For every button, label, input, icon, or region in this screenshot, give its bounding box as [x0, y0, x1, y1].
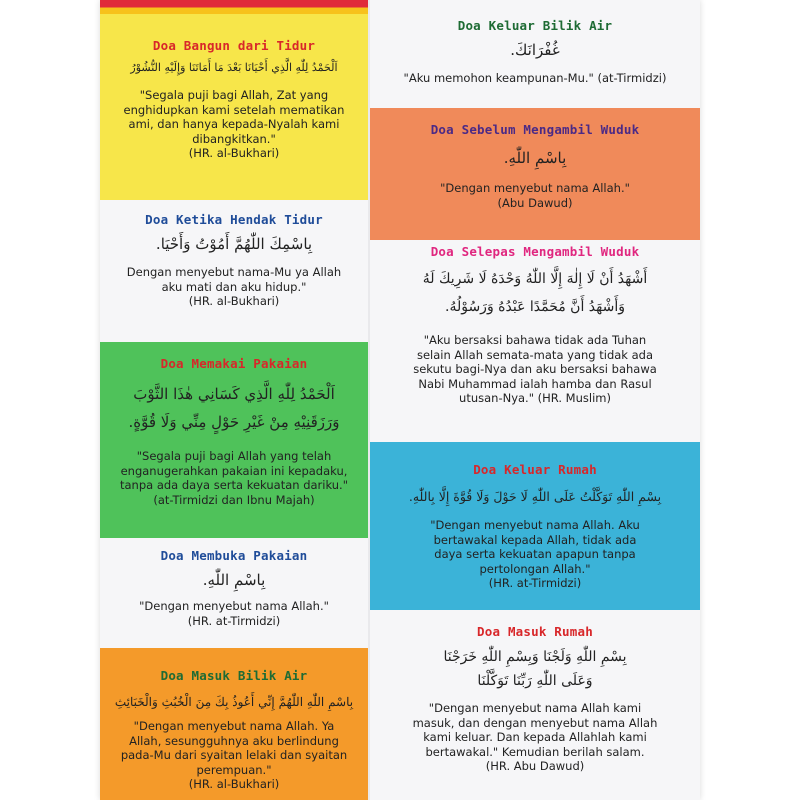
- arabic-text: أَشْهَدُ أَنْ لَا إِلٰهَ إِلَّا اللّٰهُ وَحْدَهُ لَا شَرِيكَ لَهُ: [422, 271, 648, 287]
- arabic-text: بِسْمِ اللّٰهِ وَلَجْنَا وَبِسْمِ اللّٰهِ خَرَجْنَا: [443, 649, 627, 665]
- arabic-text: بِسْمِ اللّٰهِ تَوَكَّلْتُ عَلَى اللّٰهِ لَا حَوْلَ وَلَا قُوَّةَ إِلَّا بِاللّٰهِ.: [408, 489, 662, 504]
- right-column: [370, 0, 700, 800]
- translation-line: bertawakal." Kemudian berilah salam.: [425, 744, 645, 759]
- translation-line: perempuan.": [196, 762, 272, 777]
- translation-line: enganugerahkan pakaian ini kepadaku,: [120, 463, 348, 478]
- translation-line: "Dengan menyebut nama Allah. Aku: [430, 518, 640, 532]
- hadith-reference: (Abu Dawud): [497, 195, 573, 210]
- book-page: [100, 0, 700, 800]
- hadith-reference: (HR. al-Bukhari): [188, 777, 280, 791]
- panel-title: Doa Masuk Bilik Air: [160, 668, 308, 683]
- doa-panel-masuk-rumah: [370, 610, 700, 800]
- translation-line: ami, dan hanya kepada-Nyalah kami: [128, 117, 340, 131]
- translation-line: "Dengan menyebut nama Allah. Ya: [133, 719, 335, 733]
- translation-line: "Segala puji bagi Allah yang telah: [136, 449, 332, 463]
- doa-panel-keluar-bilik-air: [370, 0, 700, 108]
- panel-title: Doa Ketika Hendak Tidur: [145, 212, 323, 227]
- arabic-text: وَأَشْهَدُ أَنَّ مُحَمَّدًا عَبْدُهُ وَرَسُوْلُهُ.: [445, 299, 625, 315]
- hadith-reference: (at-Tirmidzi dan Ibnu Majah): [153, 492, 315, 507]
- doa-panel-bangun-tidur: [100, 14, 368, 200]
- translation-line: aku mati dan aku hidup.": [161, 279, 307, 294]
- arabic-text: وَرَزَقَنِيْهِ مِنْ غَيْرِ حَوْلٍ مِنِّي وَلَا قُوَّةٍ.: [128, 413, 340, 431]
- doa-panel-hendak-tidur: [100, 200, 368, 342]
- translation-line: tanpa ada daya serta kekuatan dariku.": [119, 478, 349, 492]
- doa-panel-membuka-pakaian: [100, 538, 368, 648]
- panel-title: Doa Keluar Bilik Air: [457, 18, 613, 33]
- arabic-text: بِاسْمِ اللّٰهِ.: [202, 571, 266, 589]
- translation-line: sekutu bagi-Nya dan aku bersaksi bahawa: [413, 362, 657, 376]
- translation-line: masuk, dan dengan menyebut nama Allah: [412, 715, 658, 730]
- panel-title: Doa Keluar Rumah: [473, 462, 597, 477]
- translation-line: Dengan menyebut nama-Mu ya Allah: [126, 265, 342, 279]
- translation-line: pada-Mu dari syaitan lelaki dan syaitan: [120, 748, 348, 762]
- translation-line: "Aku memohon keampunan-Mu." (at-Tirmidzi): [403, 71, 667, 85]
- panel-title: Doa Masuk Rumah: [477, 624, 593, 639]
- doa-panel-memakai-pakaian: [100, 342, 368, 538]
- top-decorative-stripe: [100, 0, 368, 14]
- translation-line: utusan-Nya." (HR. Muslim): [459, 391, 611, 405]
- arabic-text: بِاسْمِ اللّٰهِ اللّٰهُمَّ إِنِّي أَعُوذُ بِكَ مِنَ الْخُبُثِ وَالْخَبَائِثِ: [114, 695, 354, 709]
- hadith-reference: (HR. al-Bukhari): [188, 146, 280, 160]
- translation-line: "Dengan menyebut nama Allah.": [139, 599, 329, 613]
- translation-line: daya serta kekuatan apapun tanpa: [434, 547, 636, 561]
- arabic-text: بِاسْمِكَ اللّٰهُمَّ أَمُوْتُ وَأَحْيَا.: [155, 235, 313, 253]
- panel-title: Doa Bangun dari Tidur: [152, 38, 316, 53]
- arabic-text: اَلْحَمْدُ لِلّٰهِ الَّذِي أَحْيَانَا بَعْدَ مَا أَمَاتَنَا وَإِلَيْهِ النُّشُوْرُ: [130, 61, 338, 74]
- hadith-reference: (HR. at-Tirmidzi): [488, 576, 582, 590]
- translation-line: "Segala puji bagi Allah, Zat yang: [139, 88, 329, 102]
- doa-panel-masuk-bilik-air: [100, 648, 368, 800]
- translation-line: "Aku bersaksi bahawa tidak ada Tuhan: [423, 333, 647, 347]
- hadith-reference: (HR. Abu Dawud): [485, 759, 585, 773]
- translation-line: "Dengan menyebut nama Allah.": [440, 181, 630, 195]
- hadith-reference: (HR. at-Tirmidzi): [187, 613, 281, 628]
- translation-line: Nabi Muhammad ialah hamba dan Rasul: [418, 376, 652, 391]
- panel-title: Doa Memakai Pakaian: [160, 356, 308, 371]
- translation-line: "Dengan menyebut nama Allah kami: [428, 701, 642, 715]
- translation-line: dibangkitkan.": [192, 131, 276, 146]
- translation-line: Allah, sesungguhnya aku berlindung: [129, 733, 339, 748]
- arabic-text: غُفْرَانَكَ.: [510, 41, 560, 59]
- arabic-text: وَعَلَى اللّٰهِ رَبِّنَا تَوَكَّلْنَا: [477, 673, 593, 689]
- translation-line: bertawakal kepada Allah, tidak ada: [433, 532, 637, 547]
- translation-line: kami keluar. Dan kepada Allahlah kami: [423, 730, 647, 744]
- translation-line: selain Allah semata-mata yang tidak ada: [416, 347, 654, 362]
- translation-line: enghidupkan kami setelah mematikan: [123, 102, 345, 117]
- panel-title: Doa Membuka Pakaian: [160, 548, 308, 563]
- doa-panel-sebelum-wuduk: [370, 108, 700, 240]
- doa-panel-selepas-wuduk: [370, 240, 700, 442]
- doa-panel-keluar-rumah: [370, 442, 700, 610]
- translation-line: pertolongan Allah.": [479, 561, 591, 576]
- arabic-text: اَلْحَمْدُ لِلّٰهِ الَّذِي كَسَانِي هٰذَا الثَّوْبَ: [133, 385, 335, 403]
- panel-title: Doa Sebelum Mengambil Wuduk: [430, 122, 640, 137]
- left-column: [100, 0, 368, 800]
- hadith-reference: (HR. al-Bukhari): [188, 294, 280, 308]
- panel-title: Doa Selepas Mengambil Wuduk: [430, 244, 640, 259]
- arabic-text: بِاسْمِ اللّٰهِ.: [503, 149, 567, 167]
